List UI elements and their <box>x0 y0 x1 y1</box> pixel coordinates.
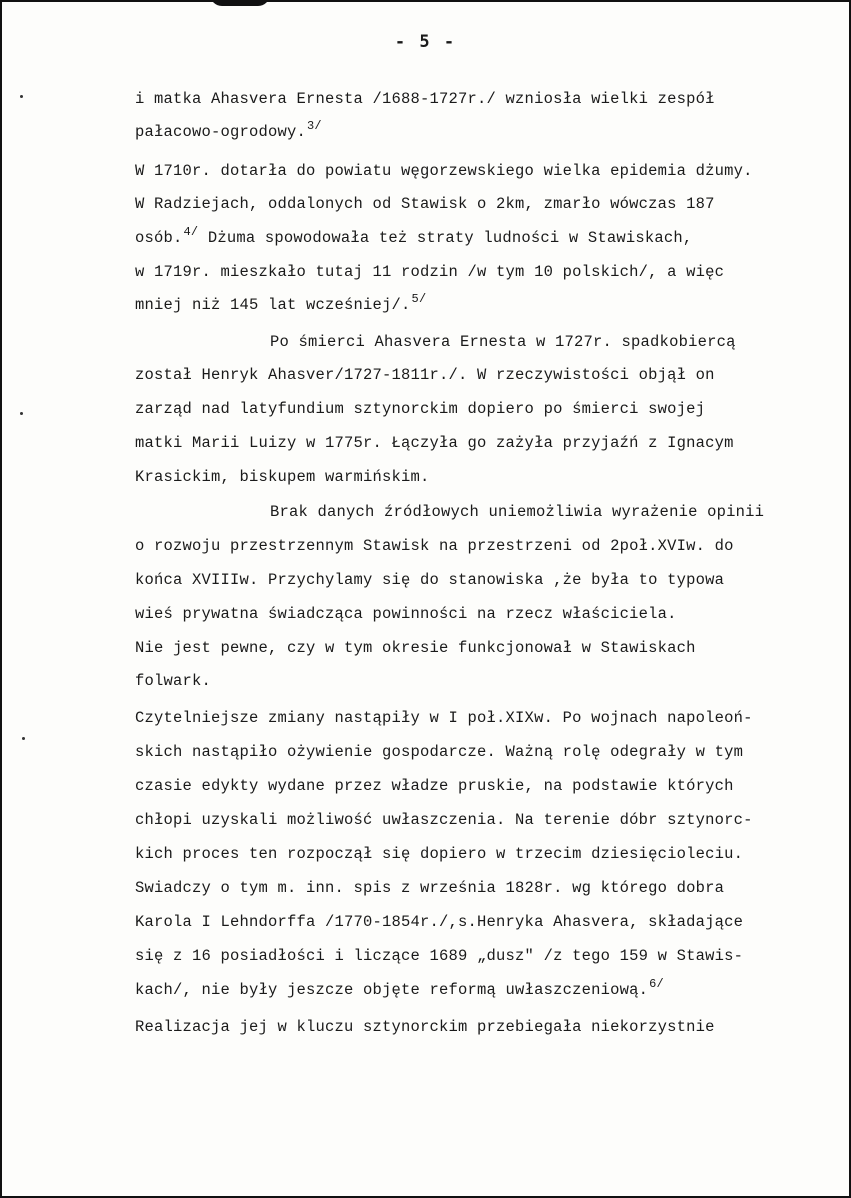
text-line-1: i matka Ahasvera Ernesta /1688-1727r./ wzniosła wielki zespół <box>135 90 715 108</box>
text-line-14: o rozwoju przestrzennym Stawisk na przestrzeni od 2poł.XVIw. do <box>135 537 734 555</box>
page-number: - 5 - <box>394 32 457 52</box>
footnote-ref: 6/ <box>649 977 664 991</box>
text-line-19: Czytelniejsze zmiany nastąpiły w I poł.XIXw. Po wojnach napoleoń- <box>135 709 753 727</box>
margin-mark <box>20 412 23 415</box>
text-line-25: Karola I Lehndorffa /1770-1854r./,s.Henryka Ahasvera, składające <box>135 913 744 931</box>
margin-mark <box>20 95 23 98</box>
text-line-11: matki Marii Luizy w 1775r. Łączyła go zażyła przyjaźń z Ignacym <box>135 434 734 452</box>
text-line-20: skich nastąpiło ożywienie gospodarcze. Ważną rolę odegrały w tym <box>135 743 744 761</box>
text-line-16: wieś prywatna świadcząca powinności na rzecz właściciela. <box>135 605 677 623</box>
text-line-23: kich proces ten rozpoczął się dopiero w trzecim dziesięcioleciu. <box>135 845 744 863</box>
text-line-3: W 1710r. dotarła do powiatu węgorzewskiego wielka epidemia dżumy. <box>135 162 753 180</box>
text-line-28: Realizacja jej w kluczu sztynorckim przebiegała niekorzystnie <box>135 1018 715 1036</box>
text-line-8: Po śmierci Ahasvera Ernesta w 1727r. spadkobiercą <box>270 333 736 351</box>
footnote-ref: 5/ <box>411 292 427 306</box>
text-line-27: kach/, nie były jeszcze objęte reformą uwłaszczeniową.$^{6/}$ <box>135 977 664 999</box>
text-line-17: Nie jest pewne, czy w tym okresie funkcjonował w Stawiskach <box>135 639 696 657</box>
text-line-13: Brak danych źródłowych uniemożliwia wyrażenie opinii <box>270 503 765 521</box>
text-line-18: folwark. <box>135 672 212 690</box>
text-line-12: Krasickim, biskupem warmińskim. <box>135 468 430 486</box>
text-line-22: chłopi uzyskali możliwość uwłaszczenia. Na terenie dóbr sztynorc- <box>135 811 753 829</box>
footnote-ref: 4/ <box>183 225 199 239</box>
text-line-24: Swiadczy o tym m. inn. spis z września 1828r. wg którego dobra <box>135 879 725 897</box>
scan-mark <box>210 0 270 6</box>
margin-mark <box>22 737 25 740</box>
footnote-ref: 3/ <box>307 119 322 133</box>
text-line-26: się z 16 posiadłości i liczące 1689 „dusz" /z tego 159 w Stawis- <box>135 947 744 965</box>
text-line-7: mniej niż 145 lat wcześniej/.$^{5/}$ <box>135 292 427 314</box>
text-line-5: osób.$^{4/}$ Dżuma spowodowała też straty ludności w Stawiskach, <box>135 225 693 247</box>
text-line-6: w 1719r. mieszkało tutaj 11 rodzin /w tym 10 polskich/, a więc <box>135 263 725 281</box>
text-line-2: pałacowo-ogrodowy.$^{3/}$ <box>135 119 322 141</box>
text-line-4: W Radziejach, oddalonych od Stawisk o 2km, zmarło wówczas 187 <box>135 195 715 213</box>
text-line-21: czasie edykty wydane przez władze pruskie, na podstawie których <box>135 777 734 795</box>
text-line-10: zarząd nad latyfundium sztynorckim dopiero po śmierci swojej <box>135 400 706 418</box>
text-line-15: końca XVIIIw. Przychylamy się do stanowiska ,że była to typowa <box>135 571 725 589</box>
text-line-9: został Henryk Ahasver/1727-1811r./. W rzeczywistości objął on <box>135 366 715 384</box>
